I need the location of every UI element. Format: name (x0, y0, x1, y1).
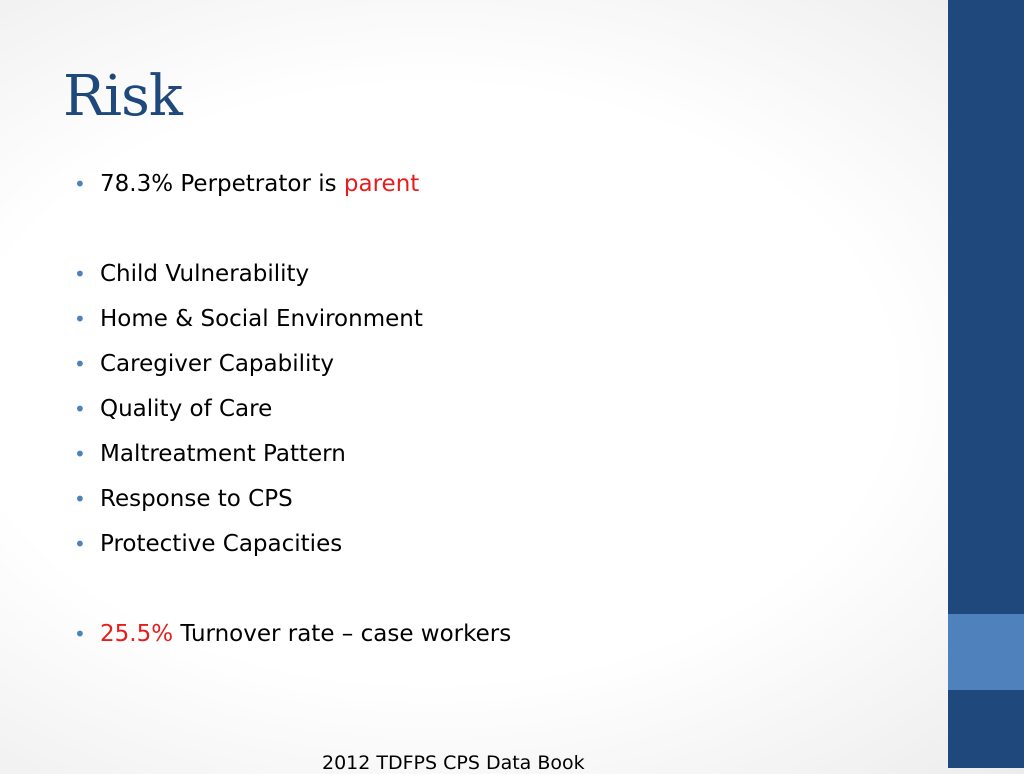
bullet-highlight: 25.5% (100, 621, 174, 647)
bullet-text: Home & Social Environment (100, 306, 423, 332)
bullet-perpetrator-parent (74, 165, 511, 210)
bullet-quality-of-care (74, 390, 511, 435)
bullet-child-vulnerability (74, 255, 511, 300)
bullet-dot-icon: • (74, 397, 86, 421)
bullet-text: Child Vulnerability (100, 261, 310, 287)
sidebar-accent-block (948, 614, 1024, 690)
bullet-text: Quality of Care (100, 396, 273, 422)
bullet-text: Caregiver Capability (100, 351, 335, 377)
slide-title: Risk (63, 64, 182, 129)
bullet-response-to-cps (74, 480, 511, 525)
bullet-dot-icon: • (74, 352, 86, 376)
bullet-turnover-rate (74, 615, 511, 660)
bullet-caregiver-capability (74, 345, 511, 390)
bullet-text: 78.3% Perpetrator is (100, 171, 344, 197)
bullet-dot-icon: • (74, 307, 86, 331)
bullet-dot-icon: • (74, 172, 86, 196)
bullet-text: Response to CPS (100, 486, 293, 512)
bullet-protective-capacities (74, 525, 511, 570)
bullet-home-social-environment (74, 300, 511, 345)
bullet-dot-icon: • (74, 487, 86, 511)
bullet-text: Turnover rate – case workers (173, 621, 512, 647)
bullet-dot-icon: • (74, 622, 86, 646)
bullet-dot-icon: • (74, 262, 86, 286)
bullet-dot-icon: • (74, 532, 86, 556)
bullet-highlight: parent (343, 171, 420, 197)
source-citation: 2012 TDFPS CPS Data Book (322, 752, 585, 774)
bullet-dot-icon: • (74, 442, 86, 466)
bullet-text: Protective Capacities (100, 531, 343, 557)
bullet-maltreatment-pattern (74, 435, 511, 480)
bullet-text: Maltreatment Pattern (100, 441, 346, 467)
bullet-list (74, 165, 511, 660)
